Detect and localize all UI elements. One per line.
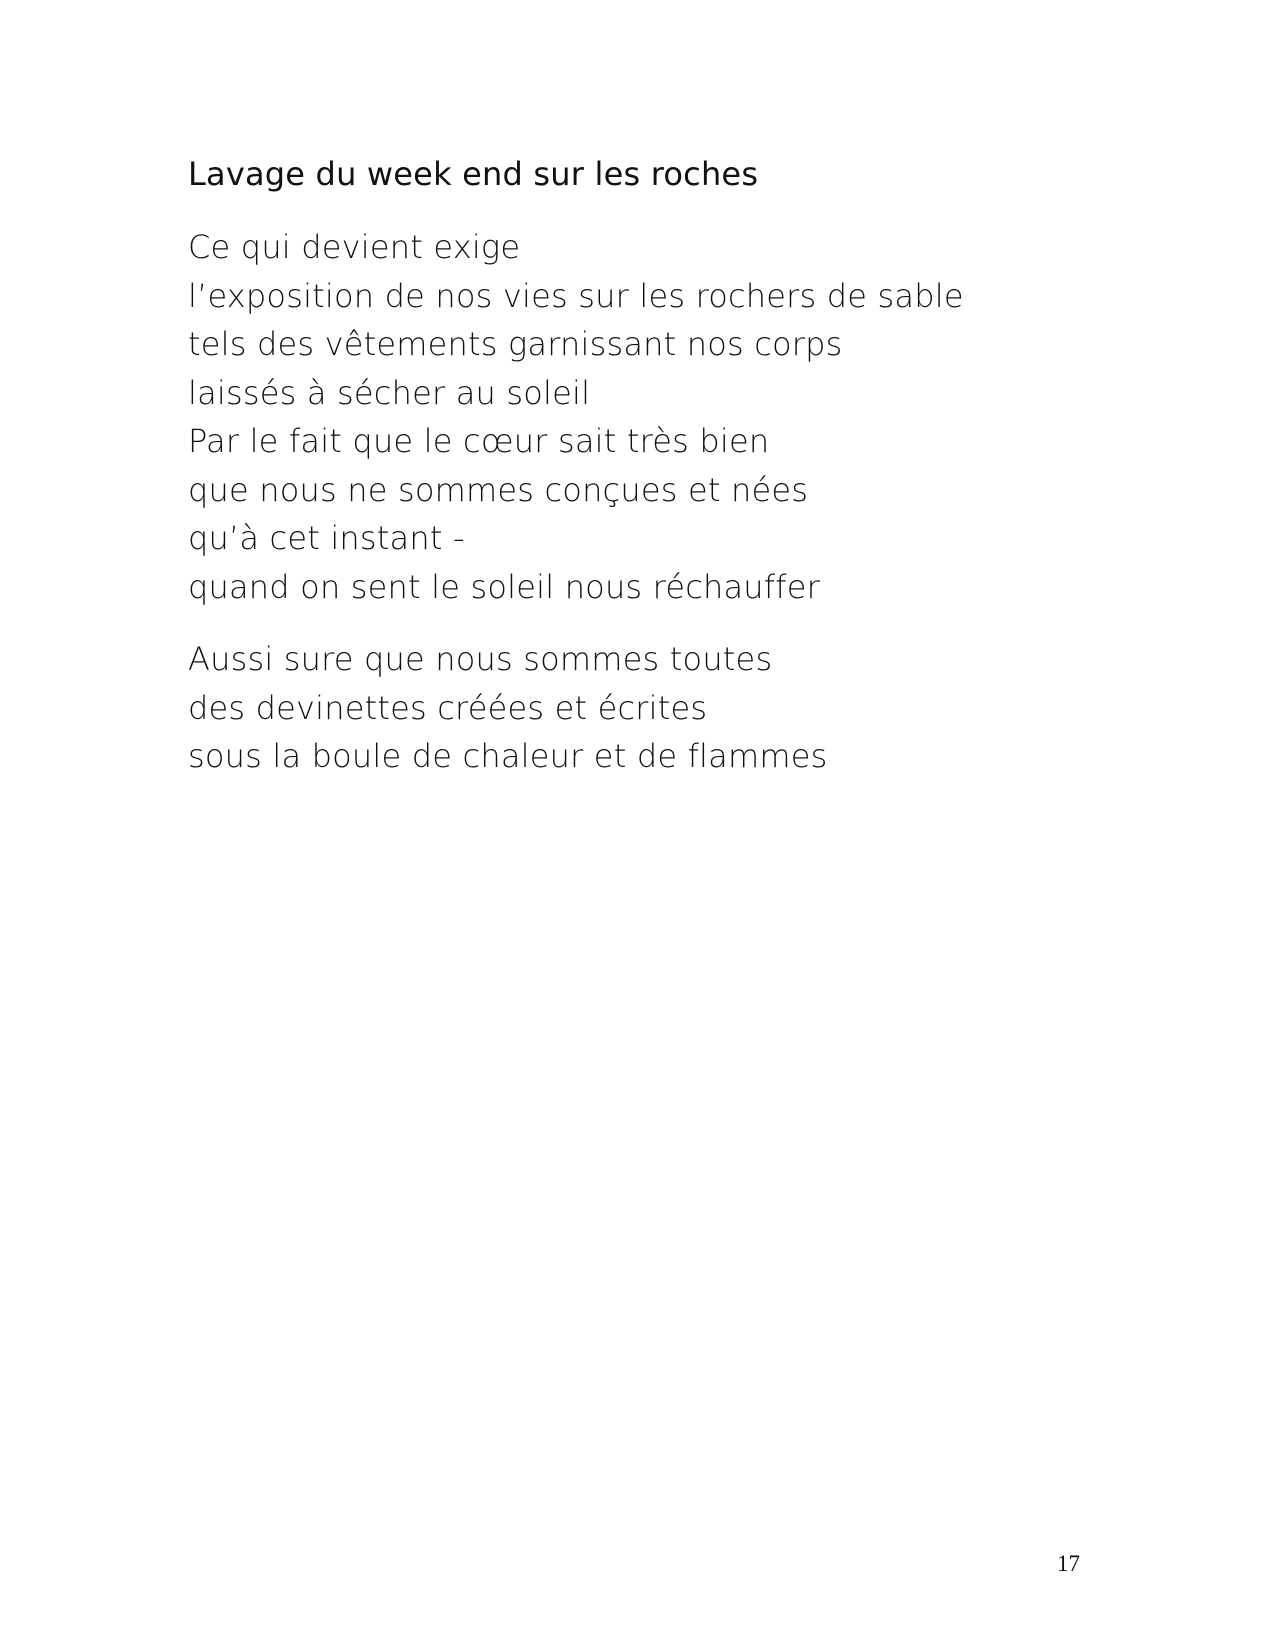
poem-line: qu’à cet instant - [188, 519, 465, 557]
poem-line: tels des vêtements garnissant nos corps [188, 325, 843, 363]
poem-line: laissés à sécher au soleil [188, 373, 591, 412]
poem-title: Lavage du week end sur les roches [188, 155, 759, 193]
poem-line: l’exposition de nos vies sur les rochers de sable [188, 276, 964, 315]
page-number: 17 [1057, 1551, 1080, 1576]
poem-line: que nous ne sommes conçues et nées [188, 470, 809, 509]
poem-line: sous la boule de chaleur et de flammes [188, 737, 828, 775]
stanza-2 [188, 635, 1138, 781]
poem-line: Par le fait que le cœur sait très bien [188, 422, 770, 460]
poem-line: quand on sent le soleil nous réchauffer [188, 567, 820, 606]
poem-line: des devinettes créées et écrites [188, 688, 708, 727]
poem [188, 150, 1138, 805]
poem-line: Ce qui devient exige [188, 228, 521, 266]
poem-line: Aussi sure que nous sommes toutes [188, 640, 773, 678]
stanza-1 [188, 223, 1138, 611]
